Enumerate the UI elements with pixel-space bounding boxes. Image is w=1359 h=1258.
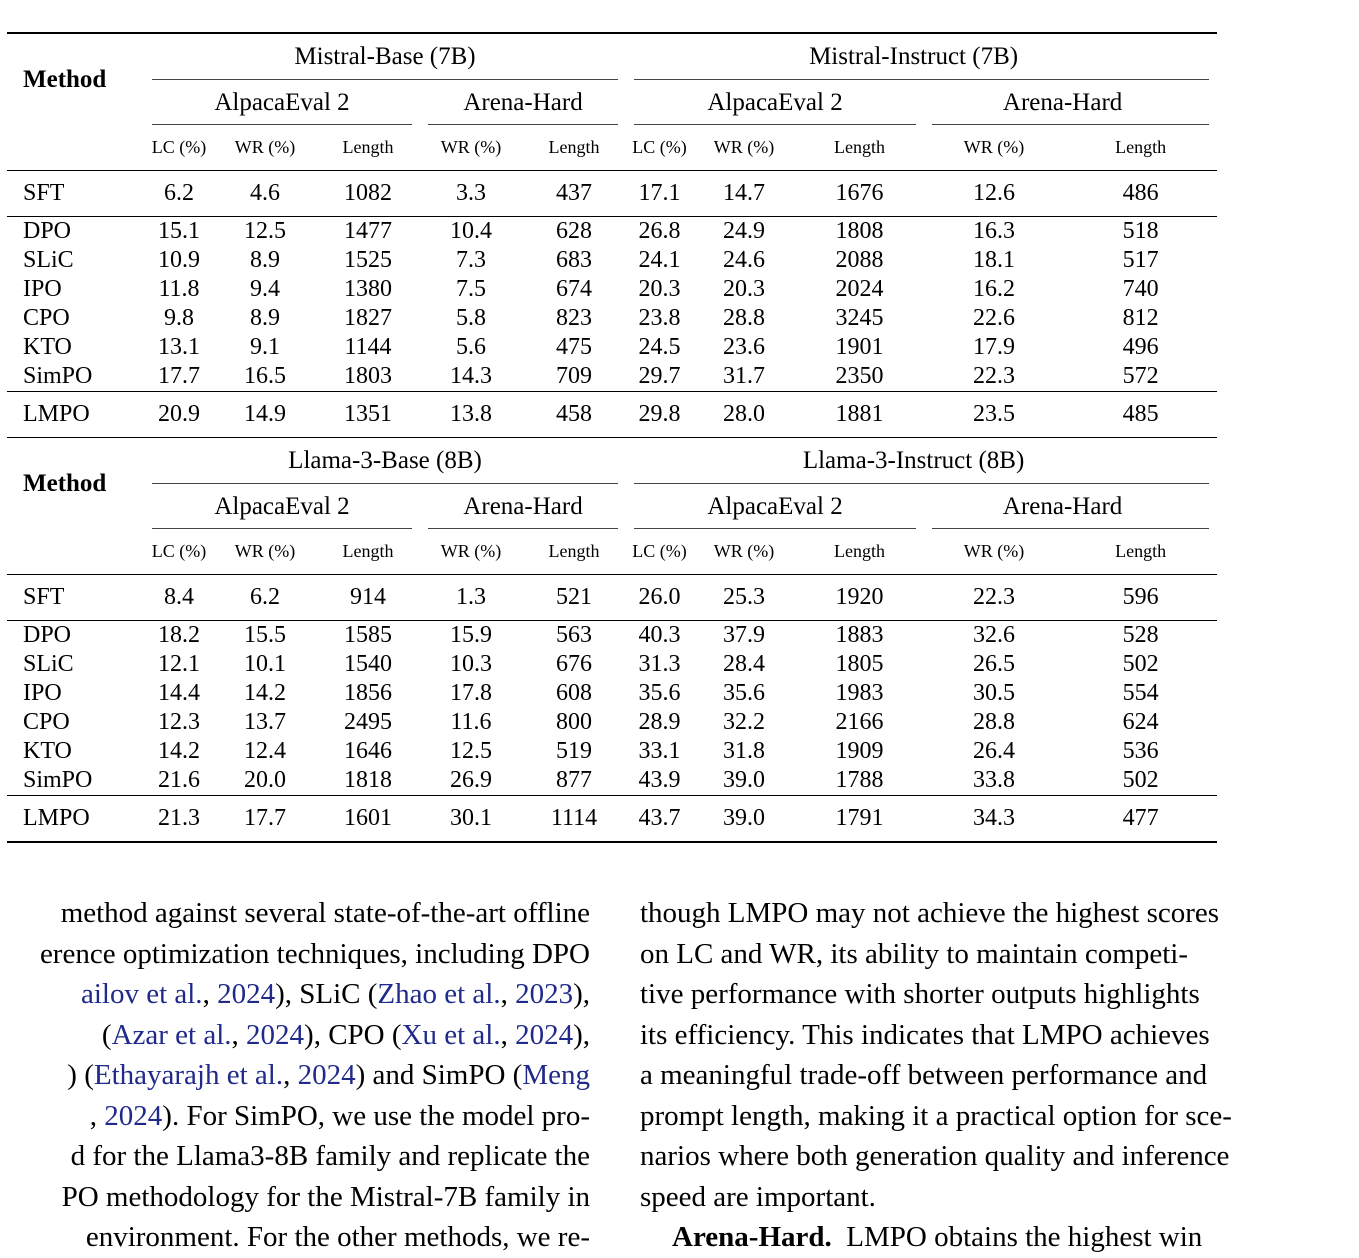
- value-cell: 39.0: [693, 796, 795, 843]
- method-name: LMPO: [7, 392, 144, 438]
- value-cell: 34.3: [924, 796, 1064, 843]
- citation-link[interactable]: 2024: [297, 1059, 356, 1091]
- table-row: [7, 304, 1217, 333]
- value-cell: 6.2: [214, 575, 316, 621]
- text-line: , 2024). For SimPO, we use the model pro-: [89, 1099, 590, 1132]
- method-name: DPO: [7, 217, 144, 247]
- text-line: on LC and WR, its ability to maintain competi-: [640, 937, 1188, 970]
- value-cell: 30.1: [420, 796, 522, 843]
- value-cell: 519: [556, 738, 593, 764]
- citation-link[interactable]: 2024: [104, 1099, 163, 1132]
- value-cell: 15.5: [214, 621, 316, 651]
- metric-header-row: [7, 529, 1217, 575]
- value-cell: 14.3: [450, 363, 492, 389]
- text-line: speed are important.: [640, 1180, 876, 1213]
- value-cell: 624: [1122, 709, 1159, 735]
- method-name: SLiC: [23, 247, 74, 273]
- value-cell: 40.3: [626, 621, 693, 651]
- value-cell: 33.1: [638, 738, 681, 764]
- table-row: [7, 621, 1217, 651]
- value-cell: 7.5: [456, 276, 486, 302]
- table-row: [7, 392, 1217, 438]
- value-cell: 1881: [795, 392, 924, 438]
- value-cell: 1808: [795, 217, 924, 247]
- table-row: [7, 796, 1217, 843]
- value-cell: 740: [1122, 276, 1159, 302]
- value-cell: 18.1: [973, 247, 1016, 273]
- value-cell: 12.5: [450, 738, 492, 764]
- value-cell: 1901: [835, 334, 884, 360]
- value-cell: 9.8: [164, 305, 194, 331]
- value-cell: 458: [522, 392, 626, 438]
- benchmark-header: Arena-Hard: [924, 80, 1217, 125]
- group-header: Mistral-Base (7B): [144, 33, 626, 80]
- value-cell: 1540: [344, 651, 392, 677]
- value-cell: 676: [556, 651, 593, 677]
- table-row: [7, 362, 1217, 392]
- value-cell: 13.8: [420, 392, 522, 438]
- table-row: [7, 275, 1217, 304]
- value-cell: 13.7: [244, 709, 286, 735]
- value-cell: 16.5: [244, 363, 286, 389]
- value-cell: 31.8: [723, 738, 766, 764]
- citation-link[interactable]: ailov et al.: [80, 978, 203, 1010]
- value-cell: 1856: [344, 680, 392, 706]
- value-cell: 1.3: [420, 575, 522, 621]
- method-name: SimPO: [23, 767, 93, 793]
- value-cell: 11.6: [450, 709, 492, 735]
- value-cell: 536: [1122, 738, 1159, 764]
- value-cell: 572: [1122, 363, 1159, 389]
- value-cell: 12.5: [214, 217, 316, 247]
- value-cell: 8.9: [250, 305, 280, 331]
- value-cell: 2088: [835, 247, 884, 273]
- paragraph-heading: Arena-Hard.: [672, 1221, 832, 1253]
- value-cell: 2495: [344, 709, 392, 735]
- value-cell: 26.4: [973, 738, 1016, 764]
- value-cell: 16.2: [973, 276, 1016, 302]
- text-line: environment. For the other methods, we re-: [85, 1221, 590, 1253]
- value-cell: 13.1: [158, 334, 200, 360]
- value-cell: 10.4: [420, 217, 522, 247]
- value-cell: 674: [556, 276, 593, 302]
- metric-header: LC (%): [632, 137, 687, 157]
- value-cell: 17.9: [973, 334, 1016, 360]
- value-cell: 596: [1064, 575, 1217, 621]
- value-cell: 6.2: [144, 171, 214, 217]
- value-cell: 22.6: [973, 305, 1016, 331]
- value-cell: 608: [556, 680, 593, 706]
- citation-link[interactable]: Ethayarajh et al.: [93, 1059, 284, 1091]
- value-cell: 28.8: [973, 709, 1016, 735]
- value-cell: 517: [1122, 247, 1159, 273]
- citation-link[interactable]: Meng: [522, 1059, 590, 1091]
- value-cell: 1883: [795, 621, 924, 651]
- text-line: though LMPO may not achieve the highest scores: [640, 897, 1220, 929]
- value-cell: 554: [1122, 680, 1159, 706]
- value-cell: 10.3: [450, 651, 492, 677]
- metric-header: Length: [548, 541, 600, 561]
- value-cell: 30.5: [973, 680, 1016, 706]
- table-row: [7, 171, 1217, 217]
- method-name: CPO: [23, 305, 70, 331]
- value-cell: 23.5: [924, 392, 1064, 438]
- metric-header: WR (%): [963, 137, 1025, 157]
- group-header-row: [7, 438, 1217, 485]
- value-cell: 502: [1122, 767, 1159, 793]
- text-line: tive performance with shorter outputs highlights: [640, 978, 1200, 1010]
- value-cell: 10.1: [244, 651, 286, 677]
- value-cell: 16.3: [924, 217, 1064, 247]
- value-cell: 15.9: [420, 621, 522, 651]
- value-cell: 1585: [316, 621, 420, 651]
- table-row: [7, 217, 1217, 247]
- value-cell: 14.7: [693, 171, 795, 217]
- value-cell: 14.4: [158, 680, 200, 706]
- benchmark-header: AlpacaEval 2: [144, 484, 420, 529]
- value-cell: 20.3: [638, 276, 681, 302]
- value-cell: 29.7: [638, 363, 681, 389]
- value-cell: 823: [556, 305, 593, 331]
- value-cell: 1920: [795, 575, 924, 621]
- text-line: ) (Ethayarajh et al., 2024) and SimPO (Meng: [67, 1059, 590, 1091]
- value-cell: 35.6: [723, 680, 766, 706]
- value-cell: 477: [1064, 796, 1217, 843]
- method-header: Method: [7, 438, 144, 530]
- citation-link[interactable]: Zhao et al.: [377, 978, 501, 1010]
- group-header: Llama-3-Base (8B): [144, 438, 626, 485]
- benchmark-header-row: [7, 484, 1217, 529]
- value-cell: 7.3: [456, 247, 486, 273]
- value-cell: 485: [1064, 392, 1217, 438]
- value-cell: 20.9: [144, 392, 214, 438]
- value-cell: 1646: [344, 738, 392, 764]
- text-line: narios where both generation quality and inference: [640, 1140, 1230, 1172]
- value-cell: 17.7: [158, 363, 200, 389]
- value-cell: 12.3: [158, 709, 200, 735]
- method-name: LMPO: [7, 796, 144, 843]
- value-cell: 2024: [835, 276, 884, 302]
- citation-link[interactable]: 2024: [246, 1018, 305, 1051]
- value-cell: 18.2: [144, 621, 214, 651]
- value-cell: 877: [556, 767, 593, 793]
- value-cell: 914: [316, 575, 420, 621]
- table-row: [7, 766, 1217, 796]
- metric-header: WR (%): [713, 541, 775, 561]
- value-cell: 22.3: [924, 575, 1064, 621]
- citation-link[interactable]: 2024: [515, 1018, 574, 1051]
- value-cell: 1676: [795, 171, 924, 217]
- value-cell: 1818: [344, 767, 392, 793]
- right-text-column: [640, 893, 1300, 1258]
- metric-header: Length: [1115, 541, 1167, 561]
- value-cell: 14.2: [244, 680, 286, 706]
- value-cell: 5.6: [456, 334, 486, 360]
- table-row: [7, 737, 1217, 766]
- value-cell: 12.4: [244, 738, 286, 764]
- value-cell: 17.8: [450, 680, 492, 706]
- value-cell: 31.3: [638, 651, 681, 677]
- metric-header: WR (%): [713, 137, 775, 157]
- value-cell: 1477: [316, 217, 420, 247]
- table-row: [7, 679, 1217, 708]
- value-cell: 5.8: [456, 305, 486, 331]
- metric-header: LC (%): [632, 541, 687, 561]
- value-cell: 28.0: [693, 392, 795, 438]
- value-cell: 20.3: [723, 276, 766, 302]
- value-cell: 528: [1064, 621, 1217, 651]
- value-cell: 812: [1122, 305, 1159, 331]
- text-line: d for the Llama3-8B family and replicate the: [70, 1140, 590, 1172]
- value-cell: 28.4: [723, 651, 766, 677]
- value-cell: 563: [522, 621, 626, 651]
- value-cell: 22.3: [973, 363, 1016, 389]
- method-name: IPO: [23, 276, 62, 302]
- value-cell: 521: [522, 575, 626, 621]
- value-cell: 12.6: [924, 171, 1064, 217]
- method-name: SFT: [7, 171, 144, 217]
- metric-header: WR (%): [234, 137, 296, 157]
- value-cell: 1114: [522, 796, 626, 843]
- method-name: CPO: [23, 709, 70, 735]
- value-cell: 1601: [316, 796, 420, 843]
- value-cell: 486: [1064, 171, 1217, 217]
- value-cell: 31.7: [723, 363, 766, 389]
- value-cell: 24.6: [723, 247, 766, 273]
- value-cell: 33.8: [973, 767, 1016, 793]
- metric-header: Length: [1115, 137, 1167, 157]
- text-line: (Azar et al., 2024), CPO (Xu et al., 2024),: [101, 1018, 590, 1051]
- value-cell: 800: [556, 709, 593, 735]
- metric-header: Length: [834, 137, 886, 157]
- value-cell: 709: [556, 363, 593, 389]
- method-name: DPO: [7, 621, 144, 651]
- method-name: KTO: [23, 334, 72, 360]
- text-line: erence optimization techniques, including DPO: [39, 937, 590, 970]
- value-cell: 32.6: [924, 621, 1064, 651]
- value-cell: 26.0: [626, 575, 693, 621]
- table-row: [7, 246, 1217, 275]
- value-cell: 15.1: [144, 217, 214, 247]
- text-line: ailov et al., 2024), SLiC (Zhao et al., 2023),: [80, 978, 590, 1010]
- benchmark-header: Arena-Hard: [924, 484, 1217, 529]
- value-cell: 9.4: [250, 276, 280, 302]
- value-cell: 1525: [344, 247, 392, 273]
- metric-header: LC (%): [151, 541, 207, 561]
- value-cell: 43.9: [638, 767, 681, 793]
- results-table: [7, 32, 1217, 843]
- value-cell: 1983: [835, 680, 884, 706]
- benchmark-header: Arena-Hard: [420, 484, 626, 529]
- value-cell: 10.9: [158, 247, 200, 273]
- text-line: prompt length, making it a practical option for sce-: [640, 1099, 1232, 1132]
- metric-header-row: [7, 125, 1217, 171]
- value-cell: 4.6: [214, 171, 316, 217]
- value-cell: 1351: [316, 392, 420, 438]
- metric-header: WR (%): [440, 137, 502, 157]
- value-cell: 24.9: [693, 217, 795, 247]
- value-cell: 2350: [835, 363, 884, 389]
- value-cell: 1788: [835, 767, 884, 793]
- value-cell: 11.8: [158, 276, 200, 302]
- benchmark-header: AlpacaEval 2: [144, 80, 420, 125]
- metric-header: WR (%): [963, 541, 1025, 561]
- text-line: method against several state-of-the-art offline: [60, 897, 590, 929]
- value-cell: 502: [1122, 651, 1159, 677]
- value-cell: 21.6: [158, 767, 200, 793]
- citation-link[interactable]: Azar et al.: [111, 1018, 232, 1051]
- value-cell: 437: [522, 171, 626, 217]
- value-cell: 26.8: [626, 217, 693, 247]
- value-cell: 24.5: [638, 334, 681, 360]
- table-row: [7, 333, 1217, 362]
- value-cell: 475: [556, 334, 593, 360]
- metric-header: LC (%): [151, 137, 207, 157]
- metric-header: Length: [834, 541, 886, 561]
- text-line: its efficiency. This indicates that LMPO achieves: [640, 1018, 1210, 1051]
- value-cell: 1791: [795, 796, 924, 843]
- text-line: PO methodology for the Mistral-7B family in: [61, 1180, 590, 1213]
- value-cell: 29.8: [626, 392, 693, 438]
- value-cell: 2166: [835, 709, 884, 735]
- value-cell: 683: [556, 247, 593, 273]
- value-cell: 14.2: [158, 738, 200, 764]
- method-name: SimPO: [23, 363, 93, 389]
- value-cell: 1380: [344, 276, 392, 302]
- citation-link[interactable]: 2024: [217, 978, 276, 1010]
- value-cell: 8.4: [144, 575, 214, 621]
- value-cell: 24.1: [638, 247, 681, 273]
- value-cell: 32.2: [723, 709, 766, 735]
- metric-header: Length: [342, 137, 394, 157]
- group-header: Llama-3-Instruct (8B): [626, 438, 1217, 485]
- value-cell: 3245: [835, 305, 884, 331]
- group-header-row: [7, 33, 1217, 80]
- method-name: IPO: [23, 680, 62, 706]
- value-cell: 1805: [835, 651, 884, 677]
- method-name: SFT: [7, 575, 144, 621]
- value-cell: 1082: [316, 171, 420, 217]
- benchmark-header-row: [7, 80, 1217, 125]
- value-cell: 25.3: [693, 575, 795, 621]
- value-cell: 1827: [344, 305, 392, 331]
- value-cell: 28.9: [638, 709, 681, 735]
- value-cell: 3.3: [420, 171, 522, 217]
- value-cell: 39.0: [723, 767, 766, 793]
- method-name: KTO: [23, 738, 72, 764]
- value-cell: 12.1: [158, 651, 200, 677]
- value-cell: 1803: [344, 363, 392, 389]
- value-cell: 26.5: [973, 651, 1016, 677]
- table-row: [7, 575, 1217, 621]
- benchmark-header: AlpacaEval 2: [626, 80, 924, 125]
- value-cell: 628: [522, 217, 626, 247]
- metric-header: WR (%): [234, 541, 296, 561]
- text-line: a meaningful trade-off between performance and: [640, 1059, 1208, 1091]
- value-cell: 1909: [835, 738, 884, 764]
- value-cell: 20.0: [244, 767, 286, 793]
- value-cell: 43.7: [626, 796, 693, 843]
- group-header: Mistral-Instruct (7B): [626, 33, 1217, 80]
- benchmark-header: AlpacaEval 2: [626, 484, 924, 529]
- citation-link[interactable]: Xu et al.: [401, 1018, 501, 1051]
- table-row: [7, 650, 1217, 679]
- metric-header: Length: [342, 541, 394, 561]
- metric-header: Length: [548, 137, 600, 157]
- table-row: [7, 708, 1217, 737]
- value-cell: 37.9: [693, 621, 795, 651]
- benchmark-header: Arena-Hard: [420, 80, 626, 125]
- value-cell: 17.1: [626, 171, 693, 217]
- metric-header: WR (%): [440, 541, 502, 561]
- value-cell: 8.9: [250, 247, 280, 273]
- value-cell: 14.9: [214, 392, 316, 438]
- text-line: Arena-Hard. LMPO obtains the highest win: [672, 1221, 1203, 1253]
- value-cell: 35.6: [638, 680, 681, 706]
- method-name: SLiC: [23, 651, 74, 677]
- value-cell: 518: [1064, 217, 1217, 247]
- value-cell: 23.8: [638, 305, 681, 331]
- value-cell: 26.9: [450, 767, 492, 793]
- value-cell: 17.7: [214, 796, 316, 843]
- value-cell: 23.6: [723, 334, 766, 360]
- value-cell: 1144: [344, 334, 392, 360]
- value-cell: 21.3: [144, 796, 214, 843]
- left-text-column: [0, 893, 590, 1258]
- citation-link[interactable]: 2023: [515, 978, 574, 1010]
- value-cell: 496: [1122, 334, 1159, 360]
- value-cell: 9.1: [250, 334, 280, 360]
- method-header: Method: [7, 33, 144, 125]
- value-cell: 28.8: [723, 305, 766, 331]
